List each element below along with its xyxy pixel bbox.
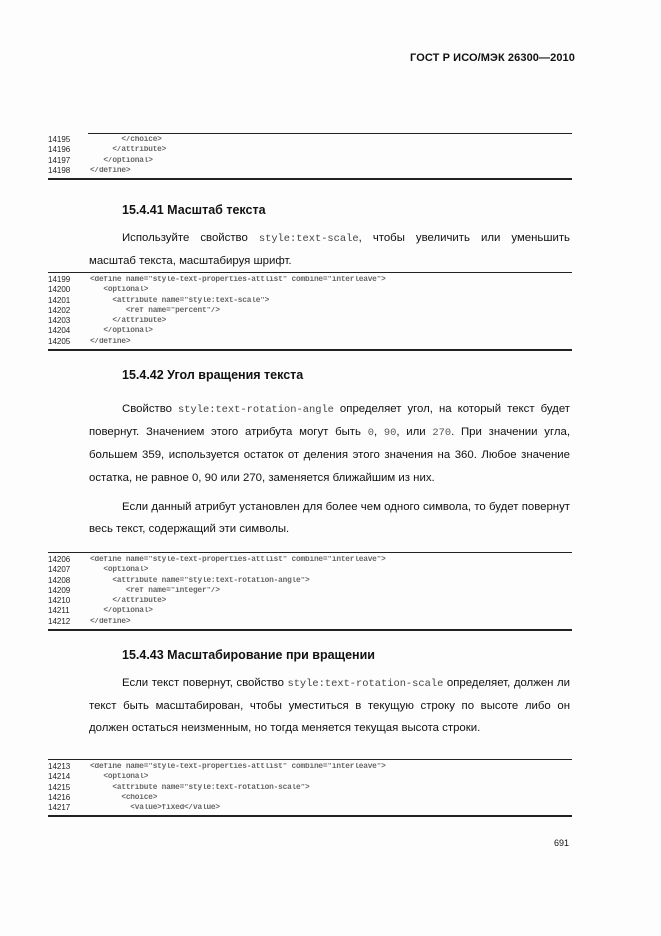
line-number: 14197	[48, 155, 71, 165]
code-block-1	[48, 133, 572, 180]
line-number: 14207	[48, 565, 71, 575]
code-line	[48, 306, 572, 316]
code-text: </optional>	[90, 607, 153, 616]
code-text: </attribute>	[90, 597, 167, 606]
line-number: 14208	[48, 575, 71, 585]
code-line	[48, 337, 572, 347]
code-line	[48, 783, 572, 793]
paragraph: Если данный атрибут установлен для более чем одного символа, то будет повернут весь текст, содержащий эти символы.	[89, 500, 570, 536]
code-line	[48, 326, 572, 336]
section-heading-15-4-42: 15.4.42 Угол вращения текста	[122, 368, 304, 382]
line-number: 14198	[48, 165, 71, 175]
line-number: 14217	[48, 803, 71, 813]
text-run: , чтобы увеличить или уменьшить масштаб текста, масштабируя шрифт.	[89, 232, 570, 268]
code-line	[48, 275, 572, 285]
code-text: <optional>	[90, 773, 149, 782]
code-text: <define name="style-text-properties-attlist" combine="interleave">	[90, 763, 386, 771]
text-run: определяет угол, на который текст будет повернут. Значением этого атрибута могут быть	[89, 403, 570, 439]
text-run: определяет, должен ли текст быть масштабирован, чтобы уместиться в текущую строку по высоте либо он должен остаться неизменным, но тогда меняется текущая высота строки.	[89, 677, 570, 735]
paragraph	[89, 227, 570, 272]
paragraph	[89, 398, 570, 489]
section-heading-15-4-43: 15.4.43 Масштабирование при вращении	[122, 648, 375, 662]
code-line	[48, 156, 572, 166]
section-15-4-42-text	[89, 398, 570, 540]
text-run: Если текст повернут, свойство	[122, 677, 288, 689]
inline-code: style:text-scale	[258, 233, 359, 245]
page-number: 691	[553, 838, 569, 848]
code-text: <choice>	[90, 793, 158, 802]
text-run: Используйте свойство	[122, 232, 259, 244]
section-heading-15-4-41: 15.4.41 Масштаб текста	[122, 203, 266, 217]
code-text: <attribute name="style:text-scale">	[90, 296, 270, 305]
code-text: </choice>	[90, 136, 162, 144]
inline-value: 0	[367, 427, 374, 440]
line-number: 14199	[48, 275, 71, 284]
code-text: <ref name="percent"/>	[90, 306, 220, 315]
text-run: , или	[396, 426, 433, 439]
code-line	[48, 316, 572, 326]
code-block-4	[48, 759, 572, 817]
line-number: 14202	[48, 305, 71, 315]
text-run: . При значении угла, большем 359, используется остаток от деления этого значения на 360. Любое значение остатка, не равное 0, 90 или 270, заменяется ближайшим из них.	[89, 426, 570, 484]
inline-code: style:text-rotation-scale	[287, 678, 444, 690]
inline-code: style:text-rotation-angle	[178, 404, 334, 416]
code-line	[48, 166, 572, 176]
code-line	[48, 555, 572, 565]
code-text: <attribute name="style:text-rotation-scale">	[90, 783, 310, 792]
code-block-3	[48, 552, 572, 631]
text-run: Свойство	[122, 403, 179, 415]
code-line	[48, 296, 572, 306]
code-text: </define>	[90, 617, 131, 626]
line-number: 14211	[48, 606, 70, 616]
code-line	[48, 793, 572, 803]
section-15-4-43-text	[89, 672, 570, 740]
code-line	[48, 762, 572, 772]
code-block-2	[48, 272, 572, 351]
line-number: 14216	[48, 792, 71, 802]
code-line	[48, 617, 572, 627]
line-number: 14209	[48, 585, 71, 595]
line-number: 14212	[48, 616, 71, 626]
code-text: <value>fixed</value>	[90, 804, 220, 813]
line-number: 14201	[48, 295, 71, 305]
code-text: <define name="style-text-properties-attlist" combine="interleave">	[90, 556, 386, 564]
code-line	[48, 285, 572, 295]
code-text: <define name="style-text-properties-attlist" combine="interleave">	[90, 276, 386, 284]
line-number: 14200	[48, 285, 71, 295]
line-number: 14213	[48, 762, 71, 771]
code-line	[48, 596, 572, 606]
line-number: 14214	[48, 772, 71, 782]
inline-value: 90	[383, 427, 397, 440]
code-line	[48, 606, 572, 616]
code-line	[48, 135, 572, 145]
line-number: 14195	[48, 135, 71, 144]
code-text: </attribute>	[90, 146, 167, 155]
paragraph	[89, 672, 570, 740]
code-line	[48, 565, 572, 575]
code-text: <optional>	[90, 566, 149, 575]
code-text: <ref name="integer"/>	[90, 586, 220, 595]
document-header-title: ГОСТ Р ИСО/МЭК 26300—2010	[410, 52, 575, 64]
code-line	[48, 772, 572, 782]
code-text: <optional>	[90, 286, 149, 295]
line-number: 14204	[48, 326, 71, 336]
line-number: 14203	[48, 316, 71, 326]
code-line	[48, 576, 572, 586]
line-number: 14206	[48, 555, 71, 564]
line-number: 14215	[48, 782, 71, 792]
code-text: </optional>	[90, 156, 153, 165]
code-line	[48, 803, 572, 813]
line-number: 14210	[48, 596, 71, 606]
code-line	[48, 586, 572, 596]
code-text: </attribute>	[90, 317, 167, 326]
inline-value: 270	[432, 427, 452, 440]
code-text: </define>	[90, 166, 131, 175]
line-number: 14205	[48, 336, 71, 346]
code-text: </define>	[90, 337, 131, 346]
code-text: </optional>	[90, 327, 153, 336]
code-line	[48, 145, 572, 155]
code-text: <attribute name="style:text-rotation-angle">	[90, 576, 310, 585]
section-15-4-41-text	[89, 227, 570, 272]
line-number: 14196	[48, 145, 71, 155]
text-run: ,	[373, 426, 384, 439]
